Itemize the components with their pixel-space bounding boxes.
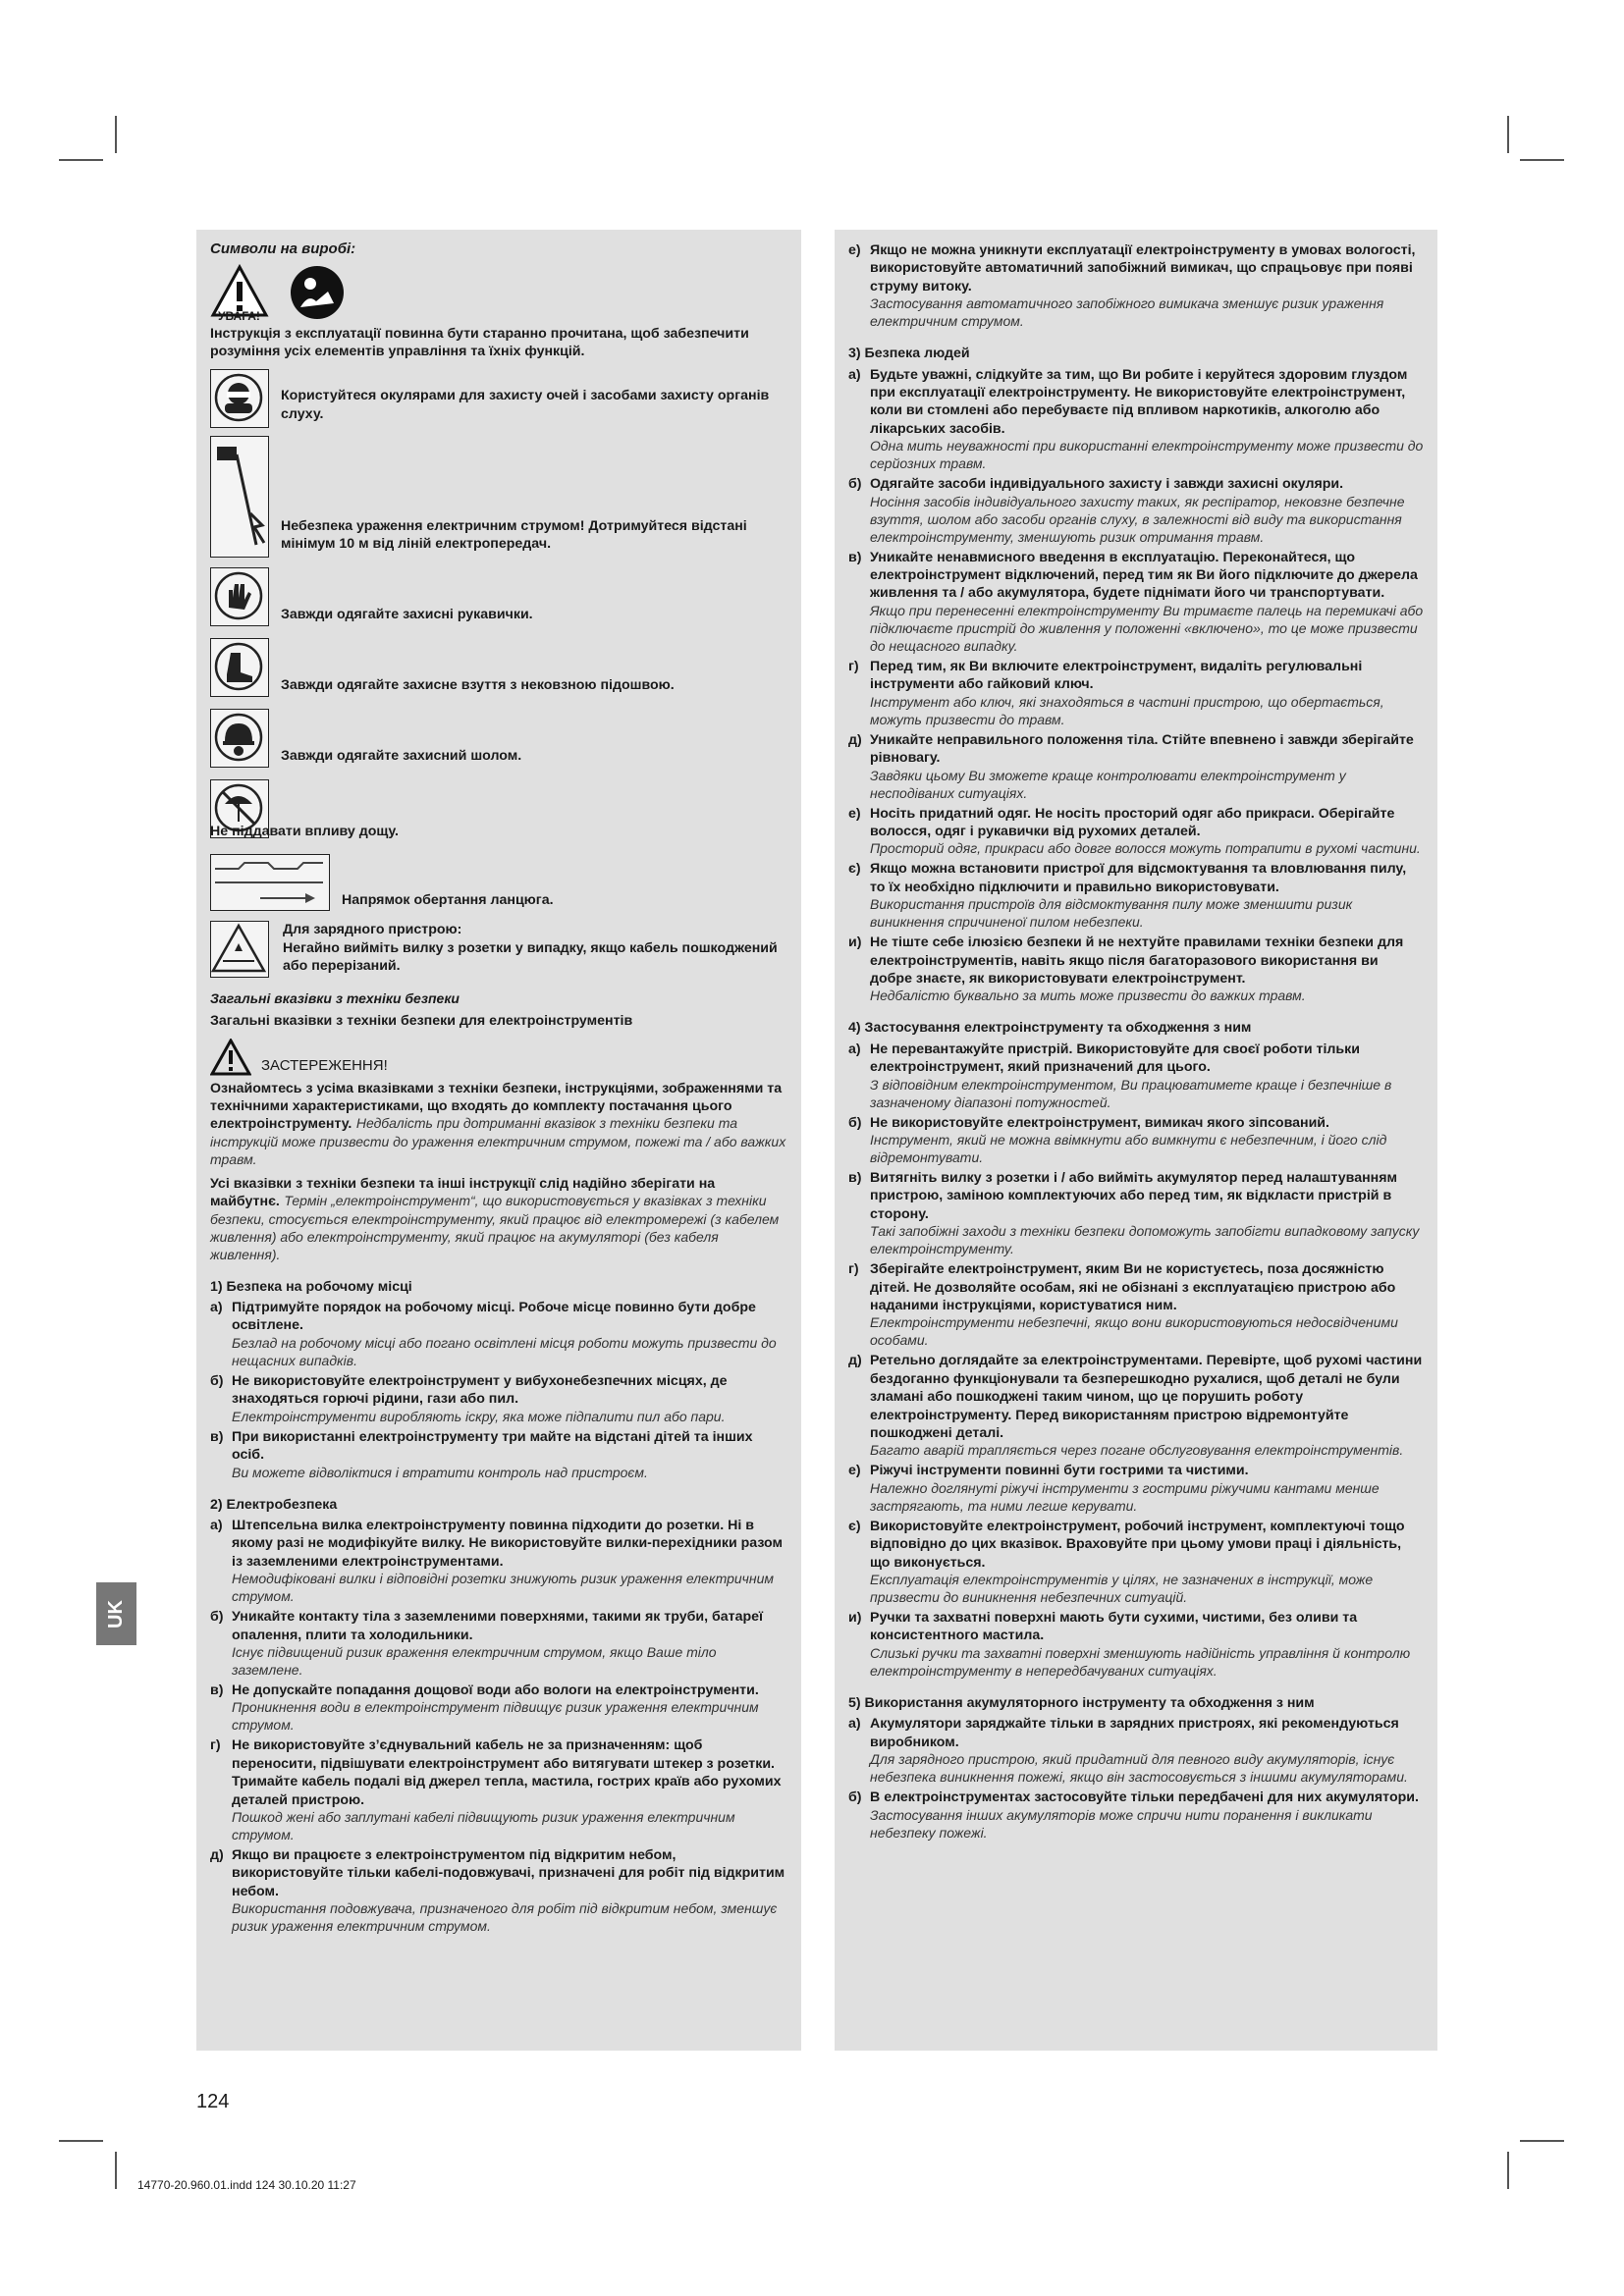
- language-tab-label: UK: [104, 1599, 127, 1629]
- item-label: б): [848, 476, 862, 493]
- keep-italic: Термін „електроінструмент“, що використовується у вказівках з техніки безпеки, стосується електроінструменту, який працює від електромережі (з кабелем живлення) або електроінструменту, який працює на акумуляторі (без кабеля живлення).: [210, 1193, 780, 1262]
- item-body: [870, 1609, 1424, 1681]
- item-italic-text: Існує підвищений ризик враження електричним струмом, якщо Ваше тіло заземлене.: [232, 1643, 717, 1678]
- section-1-title: 1) Безпека на робочому місці: [210, 1278, 412, 1295]
- sym-gloves-text: Завжди одягайте захисні рукавички.: [281, 607, 533, 623]
- sym-charger-title: Для зарядного пристрою:: [283, 922, 462, 938]
- manual-text: Інструкція з експлуатації повинна бути старанно прочитана, щоб забезпечити розуміння усіх елементів управління та їхніх функцій.: [210, 326, 749, 360]
- item-label: а): [848, 366, 861, 383]
- item-italic-text: Якщо при перенесенні електроінструменту Ви тримаєте палець на перемикачі або підключаєте пристрій до живлення у положенні «включено», то це може призвести до нещасного випадку.: [870, 602, 1424, 654]
- item-italic-text: Інструмент або ключ, які знаходяться в частині пристрою, що обертається, можуть призвести до травм.: [870, 693, 1384, 727]
- item-italic-text: Ви можете відволіктися і втратити контроль над пристроєм.: [232, 1464, 648, 1480]
- item-italic-text: Безлад на робочому місці або погано освітлені місця роботи можуть призвести до нещасних випадків.: [232, 1334, 777, 1368]
- item-italic-text: Носіння засобів індивідуального захисту таких, як респіратор, нековзне безпечне взуття, шолом або засоби органів слуху, в залежності від виду та використання електроінструменту, зменшують ризик отримання травм.: [870, 493, 1405, 545]
- item-body: [870, 241, 1424, 331]
- sym-electric-text: Небезпека ураження електричним струмом! Дотримуйтеся відстані мінімум 10 м від ліній електропередач.: [281, 518, 747, 553]
- symbol-warning-manual: [210, 264, 787, 325]
- item-italic-text: Електроінструменти виробляють іскру, яка може підпалити пил або пари.: [232, 1408, 726, 1424]
- sym-charger-text: Негайно вийміть вилку з розетки у випадку, якщо кабель пошкоджений або перерізаний.: [283, 939, 778, 975]
- item-body: [870, 934, 1424, 1005]
- cable-damage-icon: [210, 921, 269, 978]
- list-item: [848, 1352, 1424, 1460]
- item-italic-text: Інструмент, який не можна ввімкнути або вимкнути є небезпечним, і його слід відремонтувати.: [870, 1131, 1387, 1165]
- list-item: [848, 366, 1424, 474]
- symbol-eyes-ears: [210, 369, 787, 428]
- sym-eyes-ears-text: Користуйтеся окулярами для захисту очей і засобами захисту органів слуху.: [281, 388, 770, 422]
- item-label: е): [848, 805, 861, 822]
- item-label: г): [848, 1261, 859, 1278]
- section-4-list: [848, 1041, 1424, 1681]
- chain-direction-icon: [210, 854, 330, 911]
- goggles-earmuffs-icon: [210, 369, 269, 428]
- item-label: д): [848, 731, 862, 748]
- section-4-title: 4) Застосування електроінструменту та обходження з ним: [848, 1020, 1252, 1037]
- item-label: а): [848, 1716, 861, 1733]
- read-manual-icon: [289, 264, 346, 321]
- item-label: є): [848, 1518, 861, 1534]
- intro-bold: Ознайомтесь з усіма вказівками з техніки безпеки, інструкціями, зображеннями та технічними характеристиками, що входять до комплекту постачання цього електроінструменту.: [210, 1080, 783, 1133]
- symbol-charger: [210, 921, 787, 978]
- item-label: в): [210, 1428, 224, 1445]
- item-body: [232, 1608, 787, 1680]
- item-italic-text: Застосування інших акумуляторів може спричи нити поранення і викликати небезпеку пожежі.: [870, 1806, 1373, 1841]
- keep-bold: Усі вказівки з техніки безпеки та інші інструкції слід надійно зберігати на майбутнє.: [210, 1175, 716, 1210]
- item-italic-text: Належно доглянуті ріжучі інструменти з гострими ріжучими кантами менше застрягають, та ними легше керувати.: [870, 1479, 1380, 1514]
- caution-label: ЗАСТЕРЕЖЕННЯ!: [261, 1057, 388, 1075]
- item-italic-text: Одна мить неуважності при використанні електроінструменту може призвести до серйозних травм.: [870, 438, 1424, 472]
- sym-chain-text: Напрямок обертання ланцюга.: [342, 891, 554, 908]
- item-bold-text: Не тіште себе ілюзією безпеки й не нехтуйте правилами техніки безпеки для електроінструментів, навіть якщо після багаторазового використання ви добре знаєте, як використовувати електроінструмент.: [870, 934, 1404, 987]
- intro-paragraph: [210, 1080, 787, 1169]
- gloves-icon: [210, 567, 269, 626]
- item-bold-text: Уникайте неправильного положення тіла. Стійте впевнено і завжди зберігайте рівновагу.: [870, 731, 1414, 767]
- item-bold-text: Уникайте контакту тіла з заземленими поверхнями, такими як труби, батареї опалення, плити та холодильники.: [232, 1609, 764, 1643]
- item-body: [870, 475, 1424, 546]
- keep-paragraph: [210, 1175, 787, 1264]
- list-item: [210, 1299, 787, 1370]
- symbol-boots: [210, 638, 787, 697]
- item-label: в): [210, 1682, 224, 1698]
- list-item: [210, 1736, 787, 1844]
- item-label: в): [848, 1169, 862, 1186]
- caution-row: [210, 1039, 787, 1076]
- item-body: [232, 1428, 787, 1482]
- item-italic-text: Такі запобіжні заходи з техніки безпеки допоможуть запобігти випадковому запуску електроінструменту.: [870, 1223, 1420, 1257]
- symbol-helmet: [210, 709, 787, 768]
- item-body: [870, 549, 1424, 656]
- item-label: а): [210, 1517, 223, 1533]
- item-label: е): [848, 1463, 861, 1479]
- item-label: д): [210, 1846, 224, 1863]
- warning-icon-label: УВАГА!: [218, 309, 260, 323]
- list-item: [848, 549, 1424, 656]
- crop-mark: [115, 2152, 117, 2189]
- list-item: [848, 1260, 1424, 1350]
- item-body: [870, 366, 1424, 474]
- item-bold-text: Перед тим, як Ви включите електроінструмент, видаліть регулювальні інструменти або гайковий ключ.: [870, 658, 1363, 693]
- item-italic-text: Просторий одяг, прикраси або довге волосся можуть потрапити в рухомі частини.: [870, 840, 1421, 857]
- item-label: г): [210, 1737, 221, 1754]
- item-label: б): [210, 1372, 224, 1389]
- list-item: [210, 1682, 787, 1735]
- footer-file-info: 14770-20.960.01.indd 124 30.10.20 11:27: [137, 2178, 356, 2192]
- item-italic-text: Немодифіковані вилки і відповідні розетки знижують ризик ураження електричним струмом.: [232, 1571, 775, 1605]
- crop-mark: [1507, 2152, 1509, 2189]
- item-label: и): [848, 934, 862, 951]
- general-title: Загальні вказівки з техніки безпеки для електроінструментів: [210, 1013, 633, 1030]
- list-item: [848, 475, 1424, 546]
- item-label: б): [848, 1114, 862, 1131]
- item-bold-text: Ретельно доглядайте за електроінструментами. Перевірте, щоб рухомі частини бездоганно функціонували та безперешкодно рухалися, щоб деталі не були зламані або пошкоджені таким чином, що це порушить роботу електроінструменту. Перед використанням пристрою відремонтуйте пошкоджені деталі.: [870, 1353, 1423, 1442]
- item-body: [232, 1736, 787, 1844]
- item-body: [870, 805, 1424, 859]
- item-label: б): [210, 1609, 224, 1626]
- list-item: [848, 1169, 1424, 1258]
- section-2-title: 2) Електробезпека: [210, 1496, 338, 1513]
- item-label: г): [848, 658, 859, 674]
- left-column: [196, 230, 801, 2051]
- section-3-title: 3) Безпека людей: [848, 346, 970, 362]
- item-body: [870, 860, 1424, 932]
- item-body: [870, 1169, 1424, 1258]
- crop-mark: [115, 116, 117, 153]
- list-item: [848, 1041, 1424, 1112]
- item-body: [232, 1682, 787, 1735]
- list-item: [848, 934, 1424, 1005]
- list-item: [210, 1372, 787, 1426]
- item-bold-text: Уникайте ненавмисного введення в експлуатацію. Переконайтеся, що електроінструмент відключений, перед тим як Ви його підключите до джерела живлення та / або акумулятора, будете піднімати його чи транспортувати.: [870, 549, 1418, 602]
- item-body: [870, 658, 1424, 729]
- power-line-hazard-icon: [210, 436, 269, 558]
- sym-boots-text: Завжди одягайте захисне взуття з нековзною підошвою.: [281, 677, 675, 694]
- item-body: [870, 1715, 1424, 1787]
- list-item: [848, 1518, 1424, 1607]
- item-italic-text: Застосування автоматичного запобіжного вимикача зменшує ризик ураження електричним струмом.: [870, 295, 1384, 330]
- item-italic-text: Проникнення води в електроінструмент підвищує ризик ураження електричним струмом.: [232, 1699, 759, 1734]
- item-italic-text: Використання подовжувача, призначеного для робіт під відкритим небом, зменшує ризик ураження електричним струмом.: [232, 1900, 778, 1935]
- item-label: в): [848, 549, 862, 565]
- item-label: и): [848, 1610, 862, 1627]
- item-bold-text: При використанні електроінструменту три майте на відстані дітей та інших осіб.: [232, 1428, 753, 1464]
- section-5-list: [848, 1715, 1424, 1842]
- item-body: [232, 1846, 787, 1936]
- crop-mark: [59, 159, 103, 161]
- item-body: [232, 1299, 787, 1370]
- item-bold-text: Не використовуйте з’єднувальний кабель не за призначенням: щоб переносити, підвішувати електроінструмент або витягувати штекер з розетки. Тримайте кабель подалі від джерел тепла, мастила, гострих країв або рухомих деталей пристрою.: [232, 1737, 782, 1808]
- item-body: [870, 1518, 1424, 1607]
- crop-mark: [1507, 116, 1509, 153]
- item-body: [870, 731, 1424, 803]
- sym-charger-block: [283, 921, 787, 975]
- symbol-electric: [210, 436, 787, 558]
- item-body: [232, 1517, 787, 1606]
- item-bold-text: Будьте уважні, слідкуйте за тим, що Ви робите і керуйтеся здоровим глуздом при експлуатації електроінструменту. Не використовуйте електроінструмент, коли ви стомлені або перебуваєте під впливом наркотиків, алкоголю або лікарських засобів.: [870, 366, 1408, 437]
- list-item: [848, 1114, 1424, 1167]
- item-bold-text: Штепсельна вилка електроінструменту повинна підходити до розетки. Ні в якому разі не модифікуйте вилку. Не використовуйте вилки-перехідники разом із заземленими електроінструментами.: [232, 1517, 784, 1570]
- language-tab: [96, 1582, 136, 1645]
- symbol-chain: [210, 854, 787, 911]
- list-item: [210, 1517, 787, 1606]
- sym-rain-text: Не піддавати впливу дощу.: [210, 823, 399, 839]
- item-bold-text: Зберігайте електроінструмент, яким Ви не користуєтесь, поза досяжністю дітей. Не дозволяйте особам, які не обізнані з експлуатацією пристрою або наданими інструкціями, користуватися ним.: [870, 1261, 1396, 1313]
- list-item: [848, 860, 1424, 932]
- helmet-icon: [210, 709, 269, 768]
- item-bold-text: Якщо можна встановити пристрої для відсмоктування та вловлювання пилу, то їх необхідно підключити и правильно використовувати.: [870, 861, 1407, 895]
- item-bold-text: Ріжучі інструменти повинні бути гострими та чистими.: [870, 1463, 1249, 1479]
- item-bold-text: Якщо не можна уникнути експлуатації електроінструменту в умовах вологості, використовуйте автоматичний запобіжний вимикач, що спрацьовує при появі струму витоку.: [870, 242, 1416, 294]
- item-italic-text: Завдяки цьому Ви зможете краще контролювати електроінструмент у несподіваних ситуаціях.: [870, 767, 1346, 801]
- item-label: а): [210, 1300, 223, 1316]
- list-item: [210, 1608, 787, 1680]
- item-body: [870, 1789, 1424, 1842]
- item-italic-text: Використання пристроїв для відсмоктування пилу може зменшити ризик виникнення спричиненої пилом небезпеки.: [870, 896, 1353, 931]
- item-label: е): [848, 242, 861, 258]
- item-bold-text: Ручки та захватні поверхні мають бути сухими, чистими, без оливи та консистентного мастила.: [870, 1610, 1358, 1644]
- item-body: [870, 1352, 1424, 1460]
- item-bold-text: Одягайте засоби індивідуального захисту і завжди захисні окуляри.: [870, 476, 1344, 493]
- list-item: [210, 1846, 787, 1936]
- list-item: [848, 1462, 1424, 1515]
- item-bold-text: Не перевантажуйте пристрій. Використовуйте для своєї роботи тільки електроінструмент, який призначений для цього.: [870, 1041, 1360, 1076]
- item-body: [232, 1372, 787, 1426]
- caution-triangle-icon: [210, 1039, 251, 1076]
- section-3-list: [848, 366, 1424, 1006]
- item-label: а): [848, 1041, 861, 1057]
- page-number: 124: [196, 2091, 230, 2112]
- item-italic-text: Експлуатація електроінструментів у цілях, не зазначених в інструкції, може призвести до виникнення небезпечних ситуацій.: [870, 1572, 1374, 1606]
- item-body: [870, 1462, 1424, 1515]
- list-item: [848, 1609, 1424, 1681]
- item-bold-text: Якщо ви працюєте з електроінструментом під відкритим небом, використовуйте тільки кабелі-подовжувачі, призначені для робіт під відкритим небом.: [232, 1846, 785, 1899]
- list-item: [848, 731, 1424, 803]
- list-item: [210, 1428, 787, 1482]
- section-2e-list: [848, 241, 1424, 331]
- list-item: [848, 241, 1424, 331]
- item-italic-text: Недбалістю буквально за мить може призвести до важких травм.: [870, 988, 1306, 1004]
- item-italic-text: Для зарядного пристрою, який придатний для певного виду акумуляторів, існує небезпека виникнення пожежі, якщо він застосовується з іншими акумуляторами.: [870, 1751, 1408, 1786]
- item-bold-text: Не використовуйте електроінструмент, вимикач якого зіпсований.: [870, 1114, 1329, 1131]
- symbol-rain: [210, 779, 787, 840]
- item-italic-text: Пошкод жені або заплутані кабелі підвищують ризик ураження електричним струмом.: [232, 1808, 735, 1842]
- crop-mark: [1520, 159, 1564, 161]
- list-item: [848, 658, 1424, 729]
- item-body: [870, 1260, 1424, 1350]
- right-column: [835, 230, 1437, 2051]
- item-bold-text: Носіть придатний одяг. Не носіть просторий одяг або прикраси. Оберігайте волосся, одяг і рукавички від рухомих деталей.: [870, 805, 1395, 839]
- item-label: б): [848, 1789, 862, 1806]
- sym-helmet-text: Завжди одягайте захисний шолом.: [281, 748, 522, 765]
- section-1-list: [210, 1299, 787, 1481]
- item-body: [870, 1041, 1424, 1112]
- section-5-title: 5) Використання акумуляторного інструменту та обходження з ним: [848, 1694, 1315, 1711]
- item-bold-text: Не використовуйте електроінструмент у вибухонебезпечних місцях, де знаходяться горючі рідини, гази або пил.: [232, 1372, 728, 1408]
- item-bold-text: Підтримуйте порядок на робочому місці. Робоче місце повинно бути добре освітлене.: [232, 1300, 756, 1334]
- crop-mark: [1520, 2140, 1564, 2142]
- general-italic-title: Загальні вказівки з техніки безпеки: [210, 990, 460, 1007]
- intro-italic: Недбалість при дотриманні вказівок з техніки безпеки та інструкцій може призвести до ураження електричним струмом, пожежі та / або важких травм.: [210, 1115, 786, 1167]
- symbols-title: Символи на виробі:: [210, 240, 356, 257]
- item-bold-text: Витягніть вилку з розетки і / або вийміть акумулятор перед налаштуванням пристрою, заміною комплектуючих або перед тим, як відкласти пристрій в сторону.: [870, 1169, 1397, 1222]
- item-italic-text: Слизькі ручки та захватні поверхні зменшують надійність управління й контролю електроінструменту в непередбачуваних ситуаціях.: [870, 1644, 1411, 1679]
- item-bold-text: Акумулятори заряджайте тільки в зарядних пристроях, які рекомендуються виробником.: [870, 1716, 1399, 1750]
- item-italic-text: Багато аварій трапляється через погане обслуговування електроінструментів.: [870, 1442, 1404, 1459]
- item-italic-text: Електроінструменти небезпечні, якщо вони використовуються недосвідченими особами.: [870, 1314, 1398, 1349]
- item-bold-text: Не допускайте попадання дощової води або вологи на електроінструменти.: [232, 1682, 759, 1698]
- list-item: [848, 1715, 1424, 1787]
- list-item: [848, 1789, 1424, 1842]
- list-item: [848, 805, 1424, 859]
- item-label: д): [848, 1353, 862, 1369]
- item-bold-text: Використовуйте електроінструмент, робочий інструмент, комплектуючі тощо відповідно до цих вказівок. Враховуйте при цьому умови праці і діяльність, що виконується.: [870, 1518, 1405, 1571]
- item-bold-text: В електроінструментах застосовуйте тільки передбачені для них акумулятори.: [870, 1789, 1419, 1806]
- item-body: [870, 1114, 1424, 1167]
- item-italic-text: З відповідним електроінструментом, Ви працюватимете краще і безпечніше в зазначеному діапазоні потужностей.: [870, 1076, 1392, 1110]
- safety-boots-icon: [210, 638, 269, 697]
- section-2-list: [210, 1517, 787, 1936]
- symbol-gloves: [210, 567, 787, 626]
- item-label: є): [848, 861, 861, 878]
- crop-mark: [59, 2140, 103, 2142]
